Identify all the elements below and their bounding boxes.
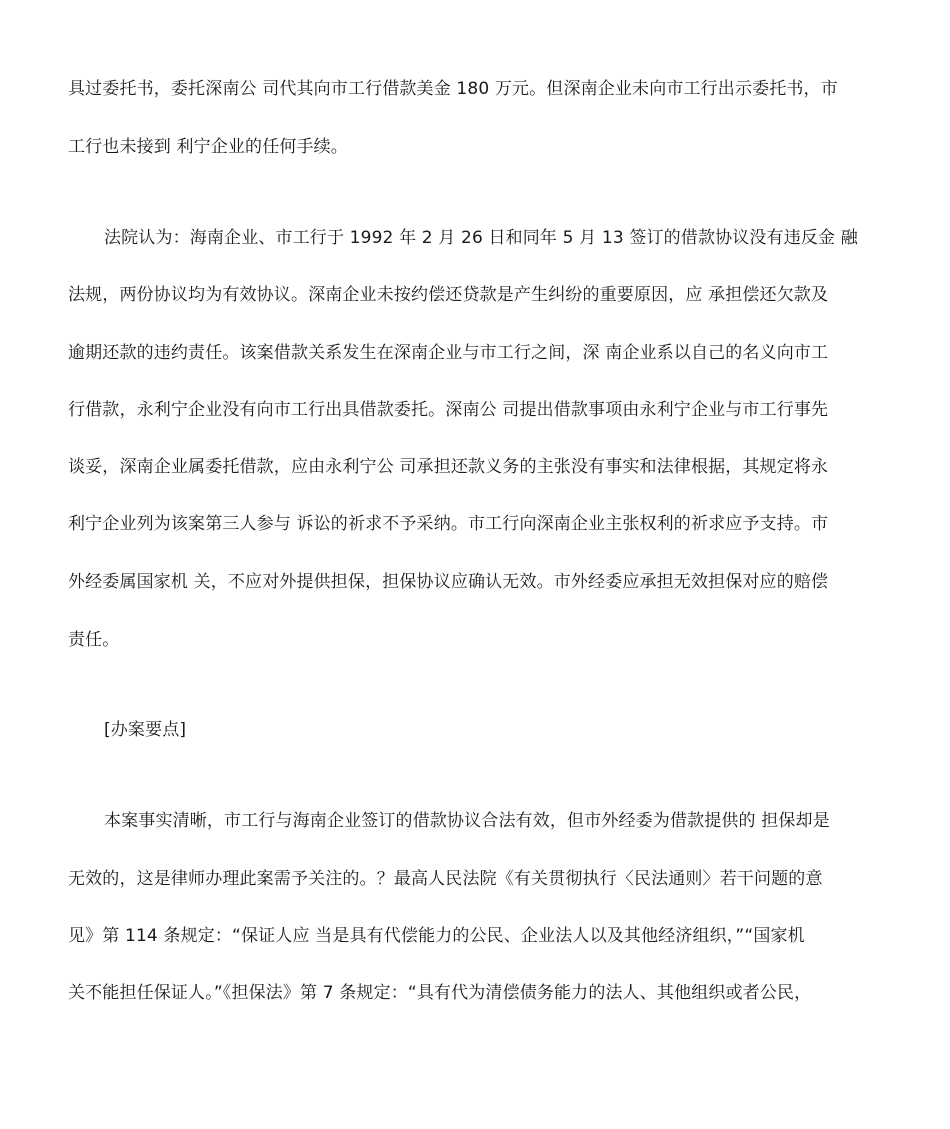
text-line: 关不能担任保证人。”《担保法》第 7 条规定：“具有代为清偿债务能力的法人、其他组织或者公民， [68, 983, 812, 1003]
text-line: 法规，两份协议均为有效协议。深南企业未按约偿还贷款是产生纠纷的重要原因，应 承担偿还欠款及 [68, 285, 829, 305]
text-line: 谈妥，深南企业属委托借款，应由永利宁公 司承担还款义务的主张没有事实和法律根据，其规定将永 [68, 457, 829, 477]
section-heading: [办案要点] [104, 720, 187, 740]
text-line: 无效的，这是律师办理此案需予关注的。？最高人民法院《有关贯彻执行〈民法通则〉若干问题的意 [68, 869, 823, 889]
text-line: 见》第 114 条规定：“保证人应 当是具有代偿能力的公民、企业法人以及其他经济组织，”“国家机 [68, 926, 805, 946]
text-line: 责任。 [68, 630, 120, 650]
text-line: 本案事实清晰，市工行与海南企业签订的借款协议合法有效，但市外经委为借款提供的 担保却是 [104, 811, 830, 831]
text-line: 工行也未接到 利宁企业的任何手续。 [68, 137, 348, 157]
text-line: 利宁企业列为该案第三人参与 诉讼的祈求不予采纳。市工行向深南企业主张权利的祈求应予支持。市 [68, 514, 829, 534]
text-line: 具过委托书，委托深南公 司代其向市工行借款美金 180 万元。但深南企业未向市工行出示委托书，市 [68, 79, 838, 99]
text-line: 法院认为：海南企业、市工行于 1992 年 2 月 26 日和同年 5 月 13 签订的借款协议没有违反金 融 [104, 228, 858, 248]
text-line: 逾期还款的违约责任。该案借款关系发生在深南企业与市工行之间，深 南企业系以自己的名义向市工 [68, 343, 829, 363]
text-line: 外经委属国家机 关，不应对外提供担保，担保协议应确认无效。市外经委应承担无效担保对应的赔偿 [68, 572, 829, 592]
text-line: 行借款，永利宁企业没有向市工行出具借款委托。深南公 司提出借款事项由永利宁企业与市工行事先 [68, 400, 829, 420]
